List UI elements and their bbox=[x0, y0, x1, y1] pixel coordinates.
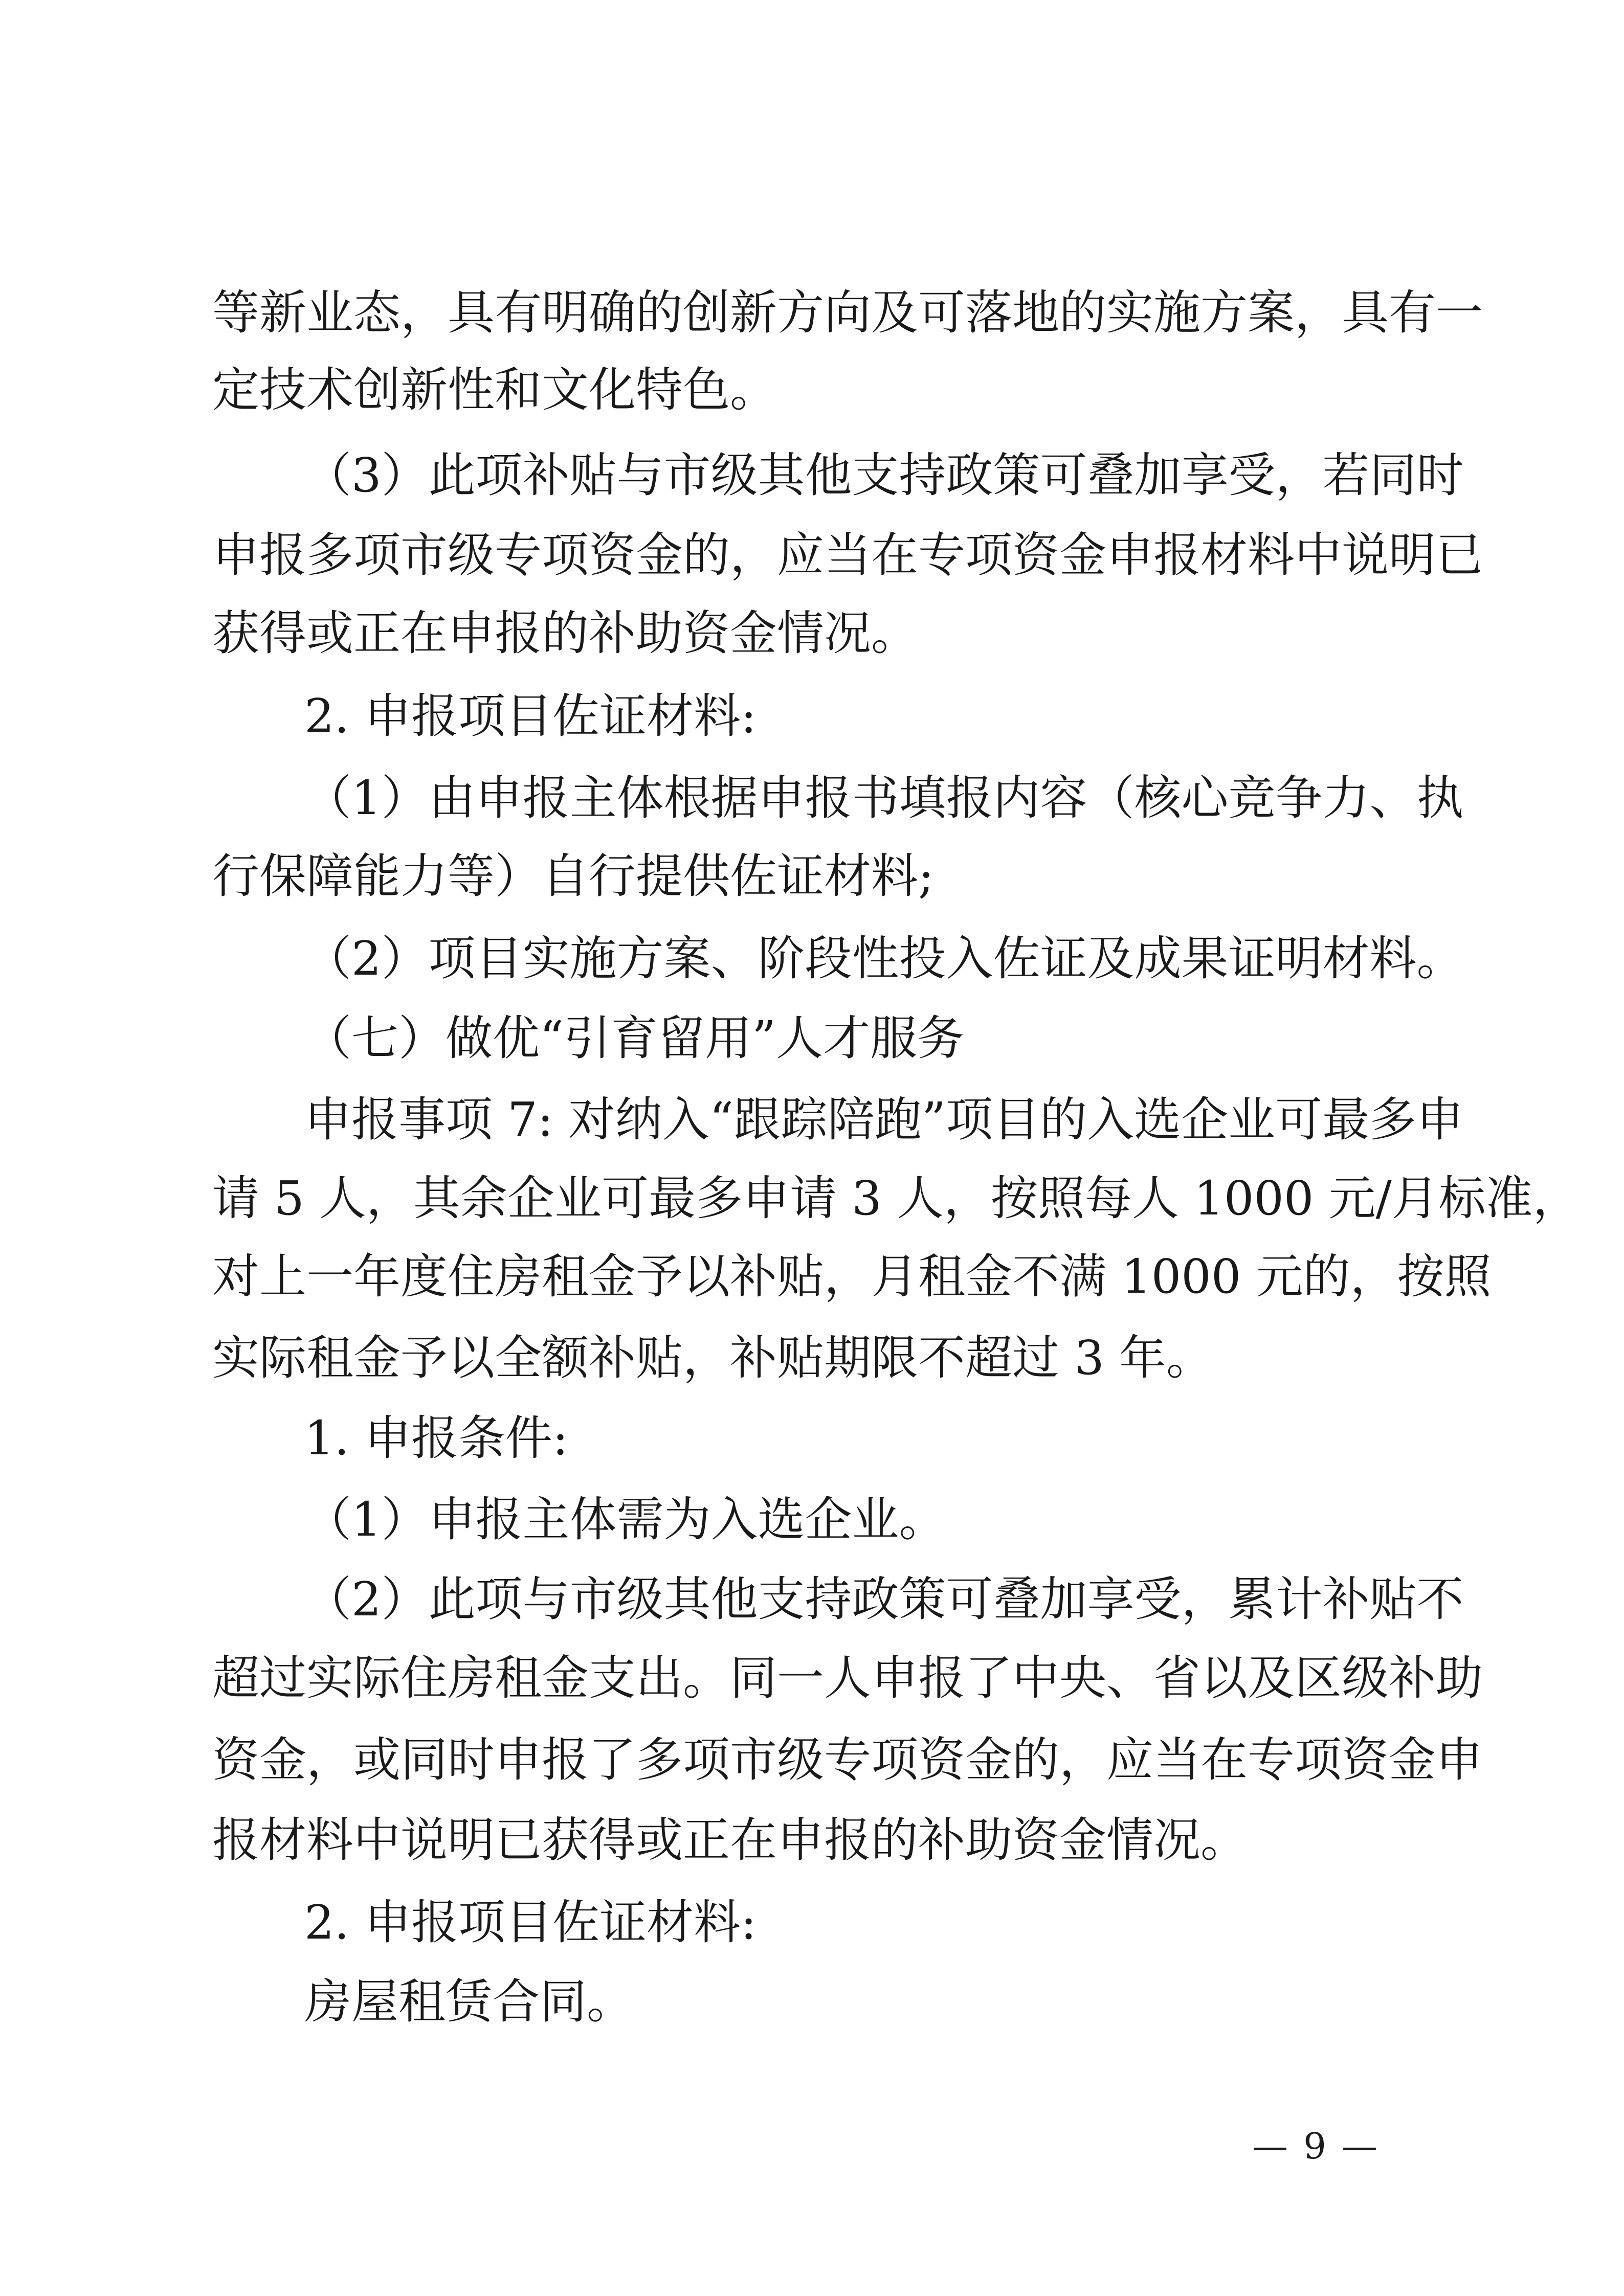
text-line: （1）由申报主体根据申报书填报内容（核心竞争力、执 bbox=[304, 771, 1464, 825]
text-line: 获得或正在申报的补助资金情况。 bbox=[212, 606, 919, 661]
section-heading: （七）做优“引育留用”人才服务 bbox=[304, 1011, 965, 1066]
text-line: 请 5 人，其余企业可最多申请 3 人，按照每人 1000 元/月标准， bbox=[212, 1171, 1580, 1226]
text-line: 申报多项市级专项资金的，应当在专项资金申报材料中说明已 bbox=[212, 528, 1483, 582]
text-line: 1. 申报条件: bbox=[304, 1411, 569, 1466]
text-line: 定技术创新性和文化特色。 bbox=[212, 363, 777, 417]
text-line: 实际租金予以全额补贴，补贴期限不超过 3 年。 bbox=[212, 1331, 1214, 1385]
text-line: 对上一年度住房租金予以补贴，月租金不满 1000 元的，按照 bbox=[212, 1249, 1492, 1304]
text-line: （2）此项与市级其他支持政策可叠加享受，累计补贴不 bbox=[304, 1572, 1464, 1627]
text-line: 等新业态，具有明确的创新方向及可落地的实施方案，具有一 bbox=[212, 285, 1483, 340]
text-line: 资金，或同时申报了多项市级专项资金的，应当在专项资金申 bbox=[212, 1732, 1483, 1787]
text-line: 申报事项 7: 对纳入“跟踪陪跑”项目的入选企业可最多申 bbox=[304, 1092, 1464, 1147]
text-line: （3）此项补贴与市级其他支持政策可叠加享受，若同时 bbox=[304, 448, 1464, 503]
text-line: 报材料中说明已获得或正在申报的补助资金情况。 bbox=[212, 1813, 1248, 1867]
text-line: 超过实际住房租金支出。同一人申报了中央、省以及区级补助 bbox=[212, 1651, 1483, 1705]
page-number: — 9 — bbox=[1252, 2125, 1380, 2167]
text-line: （1）申报主体需为入选企业。 bbox=[304, 1492, 946, 1547]
text-line: 2. 申报项目佐证材料: bbox=[304, 689, 757, 744]
text-line: 行保障能力等）自行提供佐证材料; bbox=[212, 849, 934, 904]
text-line: 房屋租赁合同。 bbox=[304, 1974, 634, 2029]
text-line: （2）项目实施方案、阶段性投入佐证及成果证明材料。 bbox=[304, 931, 1464, 986]
text-line: 2. 申报项目佐证材料: bbox=[304, 1895, 757, 1950]
